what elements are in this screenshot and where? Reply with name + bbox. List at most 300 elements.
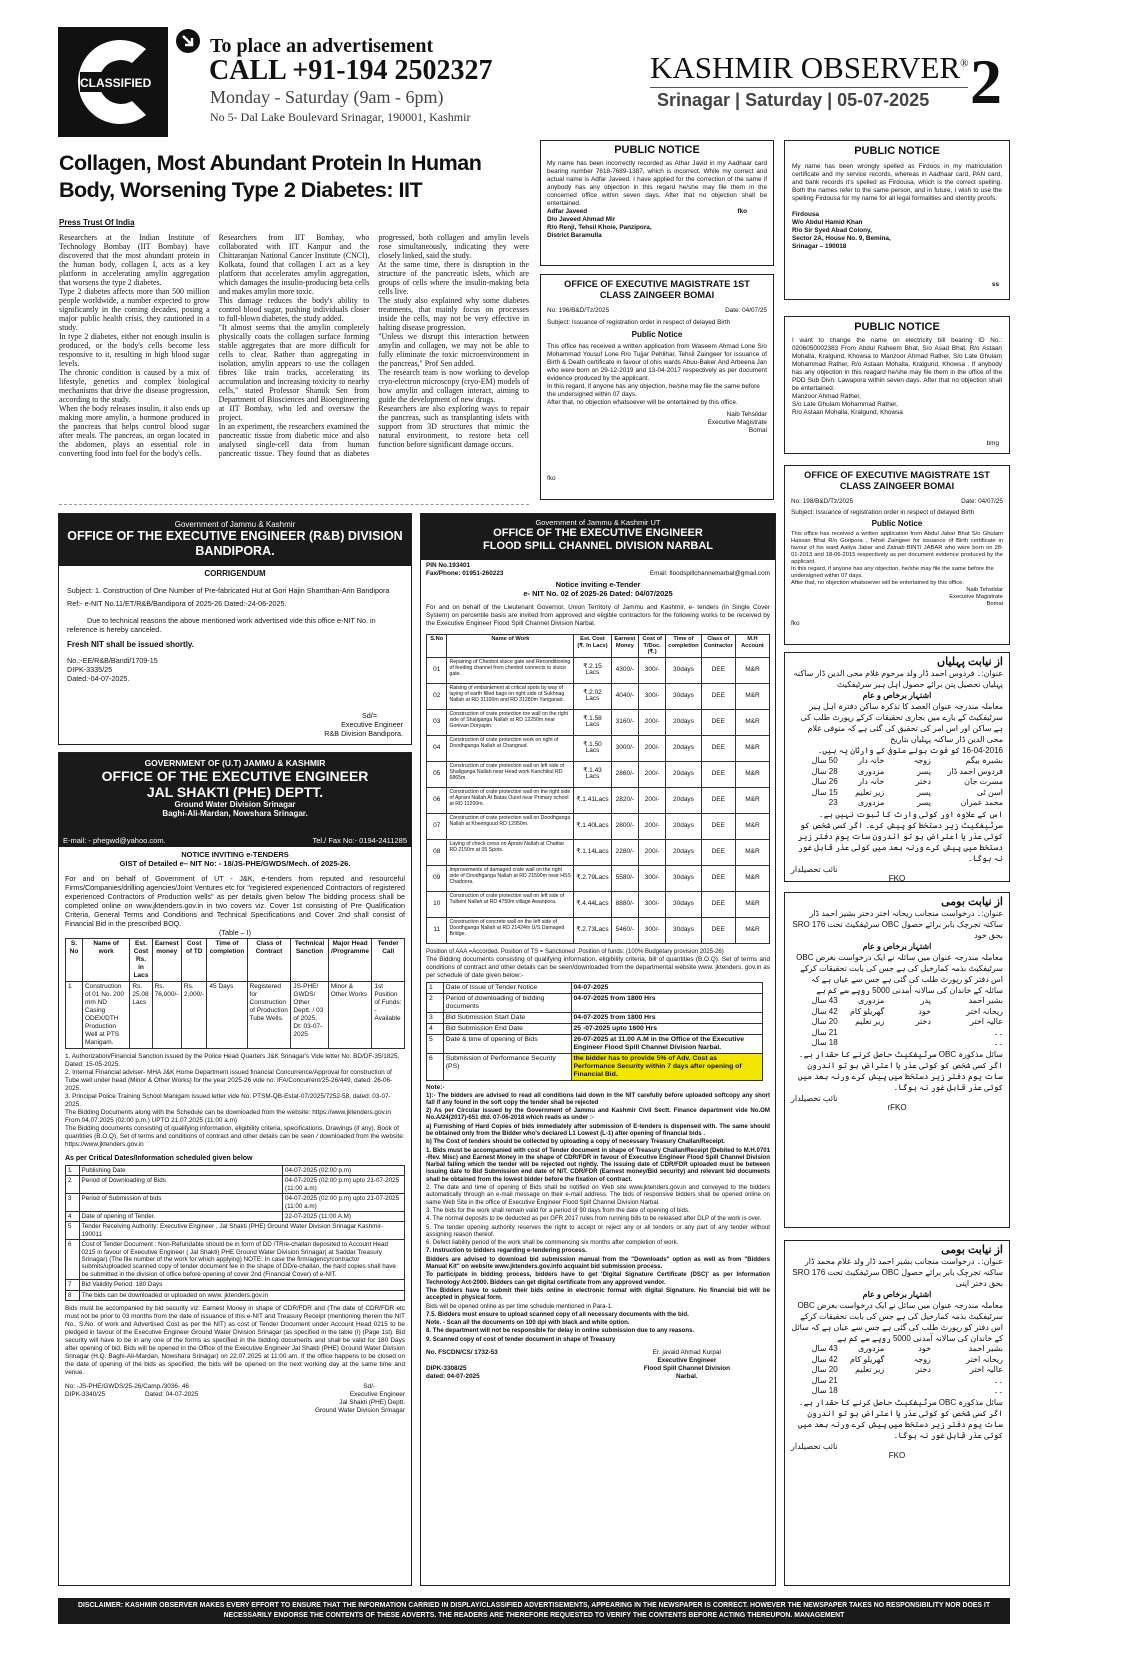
urdu-heir-cell: پسر [917, 787, 931, 797]
table-row [427, 1053, 763, 1080]
fsc-cell: 300/- [639, 891, 666, 917]
article-paragraph: In type 2 diabetes, either not enough insulin is produced, or the body's cells become less responsive to it, resulting in high blood sugar levels. [59, 332, 210, 368]
critical-label: Bid Validity Period: 180 Days [79, 1280, 404, 1290]
fsc-th: S.No [427, 635, 447, 658]
urdu-heir-cell: زوجہ [913, 1354, 931, 1364]
table-row [427, 982, 763, 993]
date-value: 04-07-2025 from 1800 Hrs [571, 1012, 763, 1023]
fsc-cell: ₹.1.14Lacs [574, 839, 611, 865]
fsc-cell: 2860/- [611, 761, 638, 787]
urdu-notice-pehlian [784, 652, 1010, 882]
urdu-heir-cell: 42 سال [811, 1354, 838, 1364]
table-row [427, 657, 770, 683]
fsc-notes [426, 1092, 770, 1344]
fsc-dates-table [426, 982, 763, 1081]
rb-body: Due to technical reasons the above mentioned work advertised vide this office e-NIT No. in reference is hereby canceled. [67, 616, 376, 634]
urdu-sig: نائب تحصیلدار [791, 864, 838, 874]
fsc-cell: 10 [427, 891, 447, 917]
js-dated: Dated: 04-07-2025 [145, 1391, 199, 1399]
disclaimer-bar: DISCLAIMER: KASHMIR OBSERVER MAKES EVERY EFFORT TO ENSURE THAT THE INFORMATION CARRIED IN DISPLAY/CLASSIFIED ADVERTISEMENTS, APPEARING IN THE NEWSPAPER IS CORRECT. HOWEVER THE NEWSPAPER TAKES NO RESPONSIBILITY NOR DOES IT NECESSARILY ENDORSE THE CONTENTS OF THESE ADVERTS. THE READERS ARE THEREFORE REQUESTED TO VERIFY THE CONTENTS BEFORE ACTING THEREUPON. MANAGEMENT [58, 1598, 1010, 1624]
fsc-th: Earnest Money [611, 635, 638, 658]
fsc-email[interactable]: Email: floodspillchannelnarbal@gmail.com [649, 570, 770, 577]
article-paragraph: This damage reduces the body's ability to control blood sugar, pushing individuals closer to full-blown diabetes, the study added. [218, 296, 370, 323]
fsc-cell: 4300/- [611, 657, 638, 683]
table-row [427, 787, 770, 813]
to-place-ad: To place an advertisement [210, 35, 434, 57]
rb-fresh: Fresh NIT shall be issued shortly. [67, 640, 194, 649]
table-row [66, 1280, 405, 1290]
urdu-heir-cell: مزدوری [858, 996, 885, 1005]
js-note: 3. Principal Police Training School Manigam issued letter vide No: PTSM-QB-Estat-07/2025/7252-58, dated: 03-07-2025. [65, 1093, 391, 1108]
date-label: Period of downloading of bidding documents [443, 993, 571, 1012]
js-th: Major Head /Programme [328, 939, 372, 982]
urdu-heir-row [791, 1355, 1003, 1366]
fsc-cell: M&R [735, 657, 769, 683]
urdu-body: معاملہ مندرجہ عنوان میں سائل نے ایک درخواست بغرض OBC سرٹیفکیٹ بذمہ کمارخیل کی ہے جس کی بابت تحقیقات کرکے اس دفتر کو رپورٹ طلب کی گئی ہے جس سے عیاں ہے کہ سائل کے خاندان کی سالانہ آمدنی 5000 روپے سے کم ہے [791, 1301, 1003, 1343]
magistrate-body-3: After that, no objection whatsoever will be entertained by this office. [791, 580, 964, 586]
js-header [59, 753, 411, 847]
magistrate-sig-1: Naib Tehsildar [966, 587, 1003, 593]
fsc-dipk: DIPK-3308/25 [426, 1365, 467, 1372]
date-no: 6 [427, 1053, 444, 1080]
fsc-cell: 300/- [639, 657, 666, 683]
urdu-heir-cell: خود [918, 1006, 931, 1016]
table-row [427, 761, 770, 787]
fsc-cell: M&R [735, 709, 769, 735]
js-title-2: JAL SHAKTI (PHE) DEPTT. [146, 784, 324, 800]
fsc-cell: 02 [427, 683, 447, 709]
fsc-cell: 200/- [639, 839, 666, 865]
js-td: Rs. 76,000/- [152, 982, 181, 1049]
notice-sig-5: Srinagar – 190018 [792, 243, 847, 250]
fsc-cell: 2280/- [611, 839, 638, 865]
js-th: Technical Sanction [291, 939, 328, 982]
fsc-cell: Repairing of Chenbol sluice gate and Reconditioning of feeding channel from chenbol connects to sluice gate. [447, 657, 574, 683]
table-row [427, 813, 770, 839]
urdu-heir-row [791, 996, 1003, 1007]
fsc-note: a) Furnishing of Hard Copies of bids immediately after submission of E-tenders is dispensed with. The same should be obtained only from the Bidder who's declared L1 Lowest (L-1) after opening of financial bids . [426, 1122, 770, 1137]
article-paragraph: Type 2 diabetes affects more than 500 million people worldwide, a number expected to grow significantly in the coming decades, posing a major public health crisis, they cautioned in a study. [59, 287, 210, 332]
fsc-note: 1. Bids must be accompanied with cost of Tender document in shape of Treasury Challan/Receipt (Debited to M.H.0701 -Rev. Misc) and Earnest Money in the shape of CDR/FDR in favour of Executive Engineer Flood Spill Channel Division Narbal failing which the tender will be rejected out rightly. The issuing date of CDR/FDR uploaded must be between issuing date to Bid Submission end date of NIT. CDR/FDR (Earnest money/Bid security) and relevant bid documents shall be obtained from the lowest bidder before the fixation of contract. [426, 1146, 770, 1183]
table-row [427, 1023, 763, 1034]
paper-name-text: KASHMIR OBSERVER [650, 50, 961, 85]
fsc-cell: DEE [701, 683, 735, 709]
magistrate-sig-3: Bomai [748, 427, 767, 434]
fsc-cell: M&R [735, 891, 769, 917]
fsc-cell: 30days [666, 917, 701, 943]
js-note: The Bidding documents consisting of qualifying information, eligibility criteria, specifications, Drawings (if any), Book of quantities (B.O.Q), Set of terms and conditions of contract and other details can be seen / downloaded from the website: https://www.jktenders.gov.in [65, 1125, 405, 1148]
urdu-heir-row [791, 1386, 1003, 1397]
notice-title: PUBLIC NOTICE [614, 144, 700, 156]
fsc-fax: Fax/Phone: 01951-260223 [426, 570, 504, 577]
page-number: 2 [970, 46, 1002, 117]
rb-corrigendum-label: CORRIGENDUM [204, 569, 266, 578]
fsc-cell: DEE [701, 761, 735, 787]
fsc-note: 6. Defect liability period of the work shall be commencing six months after completion of work. [426, 1239, 679, 1247]
office-address: No 5- Dal Lake Boulevard Srinagar, 190001, Kashmir [210, 110, 471, 124]
notice-sig-2: W/o Abdul Hamid Khan [792, 219, 863, 226]
notice-body: My name has been wrongly spelled as Firdoos in my matriculation certificate and my service records, whereas in Aadhaar card, PAN card, and bank records it's spelled as Firdousa, which is the correct spelling. Both the names refer to the same person, and in future, I wish to use the spelling Firdousa for my name for all legal formalities and identity proofs. [792, 163, 1002, 202]
article-paragraph: "It almost seems that the amylin completely physically coats the collagen surface forming stable aggregates that are more difficult for cells to clear. Rather than aggregating in isolation, amylin appears to use the collagen fibres like train tracks, accelerating its accumulation and increasing toxicity to nearby cells," stated Professor Shamik Sen from Department of Biosciences and Bioengineering at IIT Bombay, who led and oversaw the project. [218, 323, 370, 422]
fsc-cell: ₹.4.44Lacs [574, 891, 611, 917]
urdu-heir-cell: مزدوری [858, 798, 885, 807]
urdu-tail: سائل مذکورہ OBC سرٹیفکیٹ حاصل کرنے کا حقدار ہے۔ اگر کسی شخص کو کوئی عذر یا اعتراض ہو تو اندرون سات یوم دفتر زیر دستخط میں پیش کرے ورنہ بعد میں کوئی عذر قابل غور نہ ہوگا۔ [797, 1049, 1003, 1092]
js-sd: Sd/- [363, 1383, 375, 1391]
date-label: Date of Issue of Tender Notice [443, 982, 571, 993]
critical-value: 04-07-2025 (02:00 p.m) upto 21-07-2025 (11:00 a.m) [282, 1194, 404, 1212]
fsc-cell: M&R [735, 813, 769, 839]
fsc-cell: 300/- [639, 683, 666, 709]
registered-mark: ® [960, 57, 969, 70]
fsc-cell: 3160/- [611, 709, 638, 735]
table-row [66, 1240, 405, 1280]
js-note: 2. Internal Financial adviser- MHA J&K Home Department issued financial Concurrence/Approval for construction of Tube well under head (Minor & Other Works) for the year 2025-26 vide no: IFA/Concurrent/25-26/449, dated: 26-06-2025. [65, 1069, 393, 1092]
urdu-heir-row [791, 1038, 1003, 1049]
fsc-cell: Improvements of damaged crate wall on the right side of Doodhganga Nallah at RD 21590m near HSS Chadoora. [447, 865, 574, 891]
urdu-notice-obc-1 [784, 892, 1010, 1228]
fsc-cell: 08 [427, 839, 447, 865]
fsc-cell: Construction of concrete wall on the left side of Doodhganga Nallah at RD 21424m U/S Damaged Bridge. [447, 917, 574, 943]
article-paragraph: At the same time, there is disruption in the structure of the pancreatic islets, which are groups of cells where the insulin-making beta cells live. [378, 260, 529, 296]
fsc-cell: ₹.2.15 Lacs [574, 657, 611, 683]
urdu-title: از نیابت بومی [941, 1244, 1003, 1256]
table-row [66, 1194, 405, 1212]
article-paragraph: The research team is now working to develop cryo-electron microscopy (cryo-EM) models of how amylin and collagen interact, aiming to guide the development of new drugs. [378, 368, 529, 404]
magistrate-subject: Subject: Issuance of registration order in respect of delayed Birth [547, 319, 731, 326]
js-email[interactable]: E-mail: - phegwd@yahoo.com. [63, 836, 166, 845]
flood-spill-tender [420, 513, 776, 1586]
fsc-th: Time of completion [666, 635, 701, 658]
urdu-heir-cell [884, 1376, 931, 1387]
fsc-cell: ₹.2.02 Lacs [574, 683, 611, 709]
fsc-nit-2: e- NIT No. 02 of 2025-26 Dated: 04/07/2025 [523, 589, 673, 598]
urdu-heir-cell: ۔۔ [993, 1375, 1003, 1385]
js-critical-table [65, 1165, 405, 1301]
fsc-cell: 20days [666, 787, 701, 813]
magistrate-no: No: 196/B&D/Tz/2025 [547, 307, 610, 314]
js-td: JS-PHE/ GWDS/ Other Deptt. / 03 of 2025, Dt: 03-07-2025 [291, 982, 328, 1049]
magistrate-date: Date: 04/07/25 [725, 307, 767, 314]
public-notice-manzoor [784, 316, 1010, 454]
urdu-heir-row [791, 767, 1003, 778]
table-row [66, 1222, 405, 1240]
notice-sig-4: District Baramulla [547, 232, 602, 239]
urdu-heir-cell: 18 سال [811, 1386, 838, 1395]
article-paragraph: "Unless we disrupt this interaction between amylin and collagen, we may not be able to fully eliminate the toxic microenvironment in the pancreas," Prof Sen added. [378, 332, 529, 368]
urdu-subject: عنوان:۔ درخواست منجانب بشیر احمد ڈار ولد غلام محمد ڈار ساکنہ تجرچک بابر برائے حصول OBC سرٹیفکیٹ تحت SRO 176 بحق دختر اپنی [792, 1257, 1003, 1288]
urdu-heir-cell: 28 سال [811, 766, 838, 776]
urdu-body: معاملہ مندرجہ عنوان العصد کا تذکرہ ساکن دفترہ اہل ہیر سرٹیفکیٹ کے بارے میں بجاری تحقیقات کرکے رپورٹ طلب کی ہے ساکن اور اس امر کی تحقیق کی گئی ہے کہ متوفی غلام محی الدین ڈار ساکنہ پہلیاں بتاریخ [800, 702, 1003, 744]
fsc-cell: ₹.1.43 Lacs [574, 761, 611, 787]
fsc-cell: M&R [735, 787, 769, 813]
fsc-note: The Bidders have to submit their bids online in electronic format with digital Signature. No financial bid will be accepted in physical form. [426, 1286, 770, 1302]
fsc-note: 3. The bids for the work shall remain valid for a period of 90 days from the date of opening of bids. [426, 1206, 690, 1214]
urdu-heir-cell: 43 سال [811, 996, 838, 1005]
js-td: 45 Days [207, 982, 247, 1049]
urdu-heading: اشتہار برخاص و عام [862, 942, 932, 951]
urdu-heir-cell: پسر [917, 766, 931, 776]
urdu-title: از نیابت بومی [941, 896, 1003, 908]
js-footer-para: Bids must be accompanied by bid security viz: Earnest Money in shape of CDR/FDR and (The date of CDR/FDR etc must not be prior to 03 months from the date of issuance of this e-NIT and Treasury Receipt (mentioning therein the NIT No., S.No. of work and Advertised Cost as per the NIT) as cost of Tender Document under Account Head 0215 to be pledged in favour of the Executive Engineer Ground Water Division Srinagar (as specified in the table (I) (Page 1st). Bid security will have to be in any one of the forms as specified in the bidding documents and shall be valid for 180 Days after opening of bid. Bids will be opened in the Office of the Executive Engineer Jal Shakti (PHE) Ground Water Division Srinagar (H.Q. Baghi-Ali-Mardan, Nowshara Srinagar) on 22.07.2025 at 11:00 am. If the office happens to be closed on the date of opening of the bids as specified, the bids will be opened on the next working day at the same time and venue. [65, 1305, 405, 1377]
js-td: Minor & Other Works [328, 982, 372, 1049]
urdu-heading: اشتہار برخاص و عام [862, 691, 932, 700]
urdu-sig: نائب تحصیلدار [791, 1093, 838, 1103]
urdu-heir-cell: گھریلو کام [849, 1006, 885, 1016]
urdu-heir-cell: 50 سال [811, 756, 838, 765]
rb-sig-1: Executive Engineer [341, 720, 403, 729]
fsc-cell: 8880/- [611, 891, 638, 917]
table-row [427, 683, 770, 709]
critical-no: 3 [66, 1194, 80, 1212]
rb-header [59, 514, 411, 566]
magistrate-body-2: In this regard, if anyone has any objection, he/she may file the same before the undersigned within 07 days. [791, 566, 994, 579]
fsc-note: 4. The normal deposits to be deducted as per GFR 2017 rules from running bills to be released after DLP of the work is over. [426, 1215, 762, 1223]
urdu-heir-cell: ۔۔ [993, 1027, 1003, 1037]
urdu-heir-cell: 21 سال [811, 1375, 838, 1385]
urdu-heir-cell: ریحانہ اختر [966, 1354, 1003, 1364]
fsc-cell: 30days [666, 683, 701, 709]
notice-sig-3: R/o Sir Syed Abad Colony, [792, 227, 872, 234]
urdu-heir-row [791, 777, 1003, 788]
urdu-heir-cell: زوجہ [913, 756, 931, 765]
notice-sig-2: S/o Late Ghulam Mohammad Rather, [792, 401, 898, 408]
magistrate-body-3: After that, no objection whatsoever will be entertained by this office. [547, 399, 738, 406]
notice-code: bmg [986, 440, 999, 447]
js-td: 1 [66, 982, 83, 1049]
table-row [66, 1176, 405, 1194]
table-row [427, 1012, 763, 1023]
fsc-cell: Construction of crate protection wall on the right side of Aprani Nallah At Batas Ound near Primary school at RD 11200m. [447, 787, 574, 813]
notice-body: I want to change the name on electricity bill bearing ID No.: 0206050002383 From Abdul Raheem Bhat, S/o Asad Bhat, R/o Astaan Mohalla, Kralgund, Khowsa to Manzoor Ahmad Rather, S/o Late Ghulam Mohammad Rather, R/o Astaan Mohalla, Kralgund, Khowsa . If anybody has any objection in this reagard he/she may file them in the office of the PDD Sub Divn. Lawapora within seven days. After that no objection shall be entertained. [792, 337, 1002, 392]
js-th: S. No [66, 939, 83, 982]
fsc-works-table [426, 634, 770, 944]
urdu-heir-cell: محمد عمران [960, 798, 1003, 807]
fsc-cell: 5580/- [611, 865, 638, 891]
critical-label: Cost of Tender Document : Non-Refundable should be in form of DD /TR/e-challan deposited to Account Head 0215 in favour of Executive Engineer ( Jal Shakti) PHE Ground Water Division Srinagar( at Saddar Treasury Srinagar) (The file number of the work for which applying) NOTE: In case the firm/agency/contractor submits/uploaded scanned copy of tender document fee in the shape of DD/e-challan, the hard copies shall have be submitted in the division of office before opening of cover 2nd (Financial Cover) of e-NIT. [79, 1240, 404, 1280]
fsc-note: 9. Scanned copy of cost of tender document in shape of Treasury [426, 1335, 616, 1343]
urdu-heir-row [791, 798, 1003, 809]
urdu-heir-cell: دختر [915, 1365, 931, 1374]
magistrate-body: This office has received a written application from Waseem Ahmad Lone S/o Mohammad Yousuf Lone R/o Tujjar Pehlihar, Tehsil Zaingeer for issuance of Birth & Death certificate in favour of ohis wards Abuu-Baker And Arbeena Jan who were born on 29-12-2019 and 13-04-2017 respectively as per document evidence produced by the applicant. [547, 343, 767, 382]
arrow-circle-icon [175, 28, 201, 54]
magistrate-code: fko [791, 620, 800, 627]
fsc-header [421, 514, 775, 560]
js-th: Class of Contract [247, 939, 291, 982]
js-gov: GOVERNMENT OF (U.T) JAMMU & KASHMIR [144, 758, 326, 768]
fsc-th: Class of Contractor [701, 635, 735, 658]
js-sig-3: Ground Water Division Srinagar [315, 1407, 405, 1415]
urdu-heir-cell: مزدوری [858, 1344, 885, 1353]
fsc-cell: ₹.2.79Lacs [574, 865, 611, 891]
article-body [59, 233, 529, 503]
urdu-heir-cell: 26 سال [811, 777, 838, 786]
notice-sig-3: R/o Renji, Tehsil Khoie, Panzipora, [547, 224, 652, 231]
urdu-heir-cell: 21 سال [811, 1027, 838, 1037]
date-no: 1 [427, 982, 444, 993]
article-byline: Press Trust Of India [59, 218, 135, 227]
fsc-cell: M&R [735, 735, 769, 761]
date-no: 4 [427, 1023, 444, 1034]
fsc-cell: 06 [427, 787, 447, 813]
urdu-date-line [791, 745, 1003, 756]
urdu-heir-row [791, 788, 1003, 799]
article-paragraph: The study also explained why some diabetes treatments, that mainly focus on processes inside the cells, may not be very effective in halting disease progression. [378, 296, 529, 332]
urdu-heir-row [791, 1365, 1003, 1376]
critical-label: The bids can be downloaded or uploaded on www. jktenders.gov.in [79, 1290, 404, 1300]
fsc-cell: 4040/- [611, 683, 638, 709]
urdu-heir-cell: 23 [828, 798, 838, 807]
critical-no: 1 [66, 1166, 80, 1176]
magistrate-title: OFFICE OF EXECUTIVE MAGISTRATE 1ST CLASS ZAINGEER BOMAI [564, 279, 750, 300]
urdu-heir-cell: فردوس احمد ڈار [947, 766, 1003, 776]
urdu-heir-cell: مزدوری [858, 766, 885, 776]
fsc-bidding: The Bidding documents consisting of qualifying information, eligibility criteria, bill of quantities (B.O.Q). Set of terms and conditions of contract and other details can be seen/downloaded from the departmental website www. jktenders. gov.in as per schedule of date given below:- [426, 955, 770, 979]
notice-sig-1: Manzoor Ahmad Rather, [792, 393, 861, 400]
fsc-position: Position of AAA =Accorded. Position of TS = Sanctioned .Position of funds: (100% Budgetary provision 2025-26) [426, 948, 724, 955]
js-no: No: -JS-PHE/GWDS/25-26/Camp./3036- 46 [65, 1383, 189, 1391]
fsc-cell: 07 [427, 813, 447, 839]
js-sub-2: Baghi-Ali-Mardan, Nowshara Srinagar. [162, 809, 308, 818]
table-row [66, 1166, 405, 1176]
js-table-caption: (Table – I) [219, 928, 251, 937]
date-label: Bid Submission End Date [443, 1023, 571, 1034]
urdu-body: معاملہ مندرجہ عنوان میں سائلہ نے ایک درخواست بغرض OBC سرٹیفکیٹ بذمہ کمارخیل کی ہے جس کی بابت تحقیقات کرکے اس دفتر کو رپورٹ طلب کی گئی ہے جس سے عیاں ہے کہ سائلہ کے خاندان کی سالانہ آمدنی 5000 روپے سے کم ہے [796, 953, 1003, 995]
call-number[interactable]: CALL +91-194 2502327 [209, 55, 493, 86]
urdu-tail: اس کے علاوہ اور کوئی وارث کا ثبوت نہیں ہے۔ سرٹیفکیٹ زیر دستخط کو پیش کرے۔ اگر کسی شخص کو کوئی عذر یا اعتراض ہو تو اندرون سات یوم دفتر زیر دستخط میں پیش کرے ورنہ بعد میں کوئی عذر قابل غور نہ ہوگا۔ [797, 809, 1003, 863]
urdu-notice-obc-2 [784, 1240, 1010, 1586]
magistrate-notice-198 [784, 465, 1010, 645]
js-works-table [65, 938, 405, 1049]
fsc-cell: 200/- [639, 735, 666, 761]
urdu-heir-cell: دختر [915, 1017, 931, 1026]
magistrate-sig-2: Executive Magistrate [949, 594, 1003, 600]
urdu-heirs-3 [791, 1344, 1003, 1397]
rb-sig-2: R&B Division Bandipora. [324, 729, 403, 738]
paper-name [650, 50, 970, 86]
fsc-cell: 03 [427, 709, 447, 735]
fsc-th: Name of Work [447, 635, 574, 658]
js-tel: Tel./ Fax No:- 0194-2411285 [312, 836, 407, 845]
article-title: Collagen, Most Abundant Protein In Human Body, Worsening Type 2 Diabetes: IIT [59, 151, 482, 202]
urdu-heir-cell: خانہ دار [858, 756, 885, 765]
rb-sd: Sd/= [362, 711, 377, 720]
js-th: Est. Cost Rs. in Lacs [130, 939, 152, 982]
critical-label: Date of opening of Tender. [79, 1212, 282, 1222]
fsc-cell: 20days [666, 839, 701, 865]
critical-label: Period of Downloading of Bids [79, 1176, 282, 1194]
magistrate-subject: Subject: Issuance of registration order in respect of delayed Birth [791, 509, 975, 516]
urdu-heir-cell: مسرت جان [964, 777, 1003, 786]
urdu-sig: نائب تحصیلدار [791, 1441, 838, 1451]
fsc-dated: dated: 04-07-2025 [426, 1373, 480, 1380]
fsc-cell: ₹.1.40Lacs [574, 813, 611, 839]
urdu-heir-cell: عالیہ اختر [970, 1017, 1003, 1026]
magistrate-body: This office has received a written application from Abdul Jabar Bhat S/o Ghulam Hassan Bhat R/o Goripora , Tehsil Zaingeer for issuance of Birth certificate in favour of his ward Aaliya Jabar and Zainab BINTI JABAR who were born on 28-01-2013 and 18-06-2015 respectively as per document evidence produced by the applicant. [791, 531, 1003, 565]
date-no: 2 [427, 993, 444, 1012]
table-row [427, 891, 770, 917]
urdu-heirs-2 [791, 996, 1003, 1049]
js-critical-title: As per Critical Dates/Information scheduled given below [65, 1155, 253, 1162]
fsc-intro: For and on behalf of the Lieutenant Governor, Union Territory of Jammu and Kashmir, e- tenders (in Single Cover System) on percentile basis are invited from approved and eligible contractors for the following works to be received by the Executive Engineer Flood Spill Channel Division Narbal. [426, 604, 770, 627]
fsc-note: Note. - Scan all the documents on 100 dpi with black and white option. [426, 1319, 630, 1327]
js-table-header [66, 939, 405, 982]
js-dipk: DIPK-3340/25 [65, 1391, 106, 1399]
notice-title: PUBLIC NOTICE [854, 145, 940, 157]
notice-code: fko [737, 208, 747, 215]
fsc-note: 5. The tender opening authority reserves the right to accept or reject any or all tenders or any part of any tender without assigning reason thereof. [426, 1223, 770, 1238]
fsc-note: 7. Instruction to bidders regarding e-tendering process. [426, 1247, 587, 1255]
date-label: Bid Submission Start Date [443, 1012, 571, 1023]
fsc-cell: 30days [666, 657, 701, 683]
urdu-heir-cell: دختر [915, 777, 931, 786]
classified-label: CLASSIFIED [80, 76, 152, 90]
rb-title: OFFICE OF THE EXECUTIVE ENGINEER (R&B) DIVISION BANDIPORA. [67, 529, 403, 558]
fsc-cell: Laying of check cress on Aprani Nallah at Chattiar RD 2150m at 05 Spots. [447, 839, 574, 865]
magistrate-sig-1: Naib Tehsildar [726, 411, 767, 418]
fsc-cell: 11 [427, 917, 447, 943]
fsc-note: 2. The date and time of opening of Bids shall be notified on Web site www.jktenders.gov.in and conveyed to the bidders automatically through an e-mail message on their e-mail address. The bids of responsive bidders shall be opened online on same Web Site in the office of Executive Engineer Flood Spill Channel Division Narbal. [426, 1184, 770, 1206]
fsc-sig-3: Flood Spill Channel Division [643, 1365, 730, 1372]
urdu-heir-row [791, 756, 1003, 767]
table-row [427, 917, 770, 943]
date-value: the bidder has to provide 5% of Adv. Cost as Performance Security within 7 days after opening of Financial Bid. [571, 1053, 763, 1080]
fsc-cell: DEE [701, 839, 735, 865]
table-row [427, 865, 770, 891]
fsc-note: 8. The department will not be responsible for delay in online submission due to any reasons. [426, 1327, 695, 1335]
office-hours: Monday - Saturday (9am - 6pm) [210, 87, 444, 107]
fsc-cell: 200/- [639, 709, 666, 735]
rb-corrigendum [58, 513, 412, 745]
fsc-cell: 05 [427, 761, 447, 787]
rb-dated: Dated:-04-07-2025. [67, 674, 130, 683]
fsc-cell: 300/- [639, 865, 666, 891]
fsc-pin: PIN No.193401 [426, 562, 471, 569]
notice-sig-2: D/o Javeed Ahmad Mir [547, 216, 616, 223]
js-sig-2: Jal Shakti (PHE) Deptt. [339, 1399, 405, 1407]
js-td: Rs. 25.08 Lacs [130, 982, 152, 1049]
date-no: 3 [427, 1012, 444, 1023]
fsc-cell: 20days [666, 735, 701, 761]
magistrate-title: OFFICE OF EXECUTIVE MAGISTRATE 1ST CLASS ZAINGEER BOMAI [804, 470, 990, 491]
critical-no: 4 [66, 1212, 80, 1222]
fsc-title-1: OFFICE OF THE EXECUTIVE ENGINEER [493, 527, 703, 539]
fsc-cell: M&R [735, 761, 769, 787]
urdu-heir-cell [838, 1386, 885, 1397]
notice-sig-3: R/o Astaan Mohalla, Kralgund, Khowsa [792, 409, 903, 416]
js-td: Registered for Construction of Production Tube Wells. [247, 982, 291, 1049]
urdu-heir-cell: 20 سال [811, 1017, 838, 1026]
notice-title: PUBLIC NOTICE [854, 321, 940, 333]
public-notice-adfar [540, 140, 774, 266]
urdu-heir-cell: بشیر احمد [968, 1344, 1003, 1353]
fsc-cell: M&R [735, 865, 769, 891]
fsc-cell: Raising of embankment at critical spots by way of laying of earth filled bags on right side of Sukhnag Nallah at RD 31100m and RD 31280m Yariganad. [447, 683, 574, 709]
fsc-cell: 20days [666, 813, 701, 839]
urdu-code: FKO [888, 873, 906, 882]
fsc-cell: M&R [735, 839, 769, 865]
urdu-heir-cell: پسر [917, 798, 931, 807]
magistrate-heading: Public Notice [871, 519, 923, 528]
fsc-cell: 5460/- [611, 917, 638, 943]
urdu-heir-cell: عالیہ اختر [970, 1365, 1003, 1374]
js-gist: GIST of Detailed e– NIT No: - 18/JS-PHE/GWDS/Mech. of 2025-26. [119, 859, 351, 868]
urdu-heir-cell [838, 1028, 885, 1039]
js-sig-1: Executive Engineer [349, 1391, 405, 1399]
js-th: Name of work [82, 939, 129, 982]
critical-label: Publishing Date [79, 1166, 282, 1176]
critical-no: 7 [66, 1280, 80, 1290]
fsc-cell: 30days [666, 865, 701, 891]
